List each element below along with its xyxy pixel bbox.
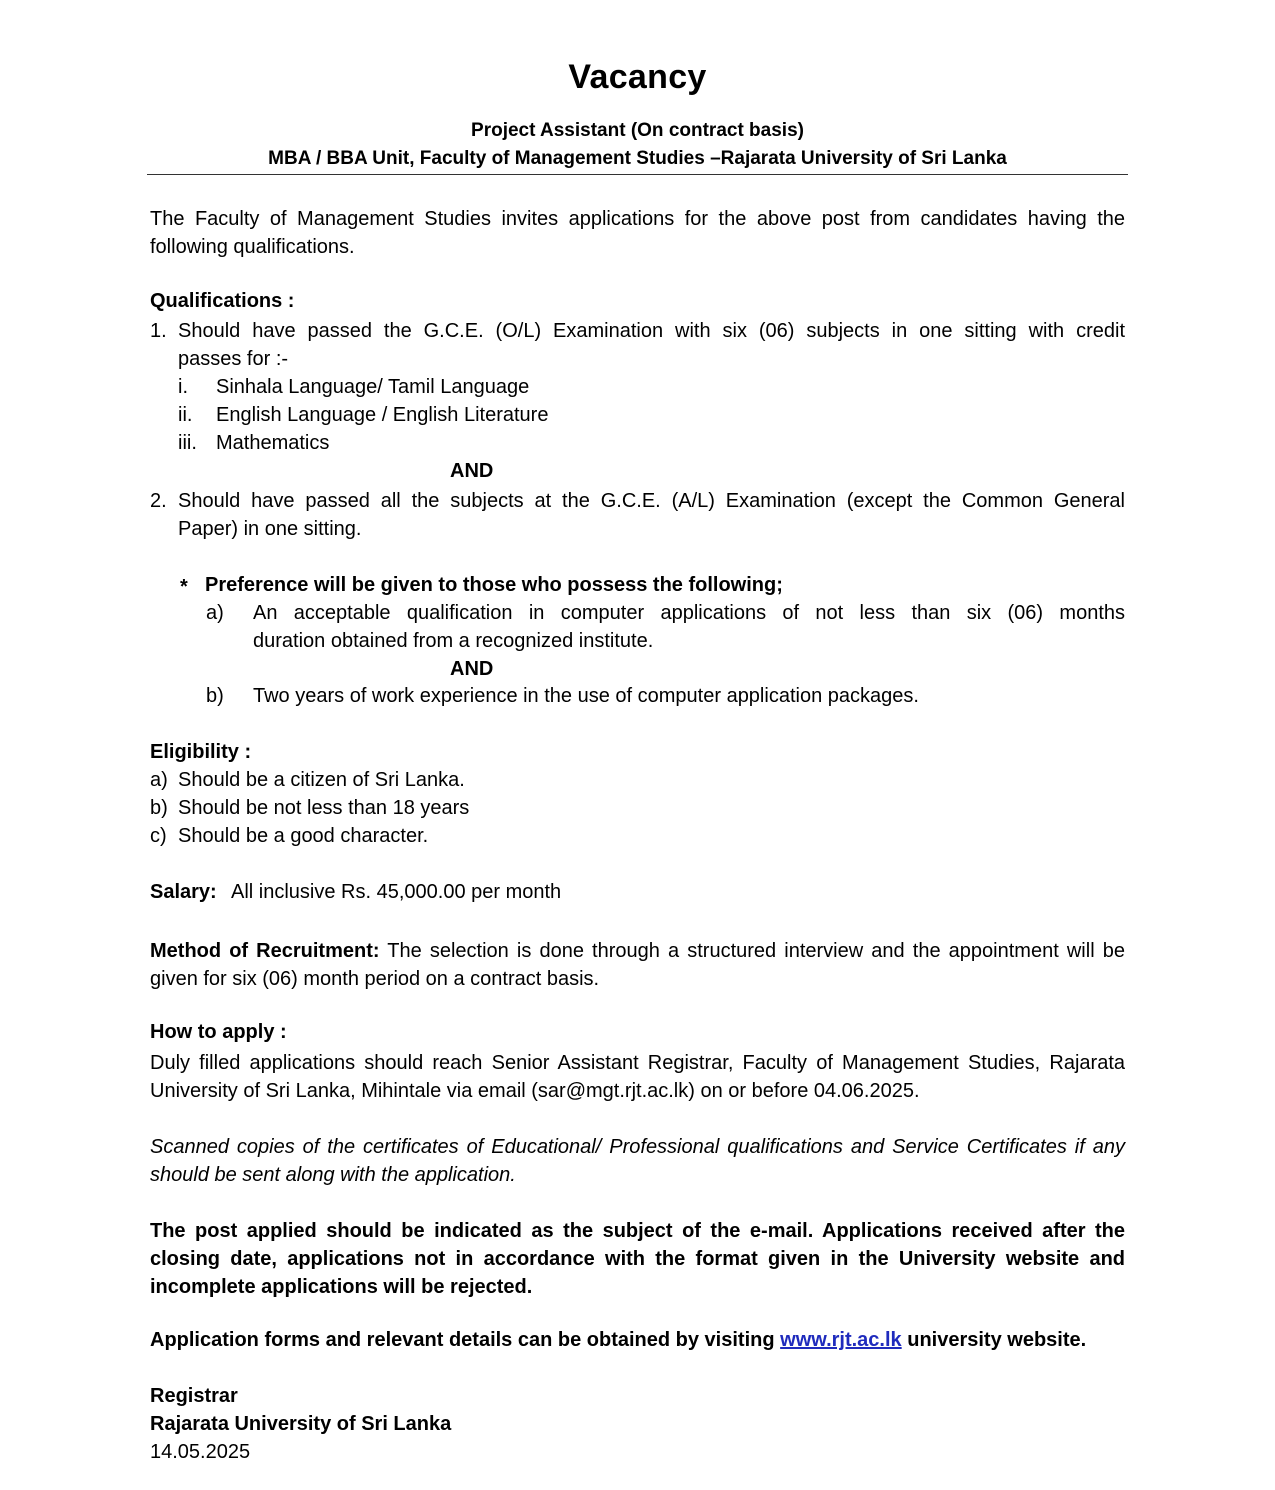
how-to-apply-heading: How to apply : [150,1021,287,1043]
qualification-1-line2: passes for :- [178,348,289,370]
subject-marker: i. [178,376,188,398]
qualification-2-line2: Paper) in one sitting. [178,518,362,540]
preference-a-line2: duration obtained from a recognized institute. [253,630,654,652]
eligibility-marker: b) [150,797,168,819]
qualifications-heading: Qualifications : [150,290,295,312]
page-title: Vacancy [568,58,707,96]
university-website-link[interactable]: www.rjt.ac.lk [780,1329,902,1351]
qualification-2-marker: 2. [150,490,167,512]
subject-item: Mathematics [216,432,330,454]
forms-note-before: Application forms and relevant details can be obtained by visiting [150,1329,775,1351]
signature-date: 14.05.2025 [150,1441,251,1463]
recruitment-text: The selection is done through a structured interview and the appointment will be given for six (06) month period on a contract basis. [150,940,1125,990]
subject-marker: iii. [178,432,197,454]
qualification-1-line1: Should have passed the G.C.E. (O/L) Examination with six (06) subjects in one sitting with credit [178,320,1125,342]
salary-label: Salary: [150,881,217,903]
scanned-copies-note: Scanned copies of the certificates of Educational/ Professional qualifications and Service Certificates if any should be sent along with the application. [150,1136,1125,1186]
preference-b-text: Two years of work experience in the use of computer application packages. [253,685,919,707]
preference-a-line1: An acceptable qualification in computer applications of not less than six (06) months [253,602,1125,624]
intro-paragraph: The Faculty of Management Studies invites applications for the above post from candidates having the following qualifications. [150,208,1125,258]
qualification-2-line1: Should have passed all the subjects at the G.C.E. (A/L) Examination (except the Common General [178,490,1125,512]
subject-item: Sinhala Language/ Tamil Language [216,376,530,398]
qualification-1-marker: 1. [150,320,167,342]
preference-a-marker: a) [206,602,224,624]
eligibility-heading: Eligibility : [150,741,252,763]
subject-marker: ii. [178,404,193,426]
eligibility-marker: c) [150,825,167,847]
preference-marker: * [180,576,188,598]
subject-item: English Language / English Literature [216,404,549,426]
eligibility-item: Should be a good character. [178,825,429,847]
forms-note [150,1329,1086,1352]
eligibility-marker: a) [150,769,168,791]
signature-role: Registrar [150,1385,238,1407]
rejection-warning: The post applied should be indicated as the subject of the e-mail. Applications received after the closing date, applications not in accordance with the format given in the University website and incomplete applications will be rejected. [150,1220,1125,1298]
eligibility-item: Should be not less than 18 years [178,797,470,819]
forms-note-after: university website. [907,1329,1087,1351]
recruitment-paragraph [150,937,1125,993]
preference-b-marker: b) [206,685,224,707]
signature-org: Rajarata University of Sri Lanka [150,1413,452,1435]
eligibility-item: Should be a citizen of Sri Lanka. [178,769,465,791]
and-connector: AND [450,658,494,680]
salary-value: All inclusive Rs. 45,000.00 per month [231,881,562,903]
recruitment-label: Method of Recruitment: [150,940,380,962]
preference-heading: Preference will be given to those who possess the following; [205,574,783,596]
how-to-apply-text: Duly filled applications should reach Senior Assistant Registrar, Faculty of Management Studies, Rajarata University of Sri Lanka, Mihintale via email (sar@mgt.rjt.ac.lk) on or before 04.06.2025. [150,1052,1125,1102]
post-title: Project Assistant (On contract basis) [471,120,804,141]
header-divider [147,174,1128,175]
and-connector: AND [450,460,494,482]
unit-line: MBA / BBA Unit, Faculty of Management Studies –Rajarata University of Sri Lanka [268,148,1007,169]
